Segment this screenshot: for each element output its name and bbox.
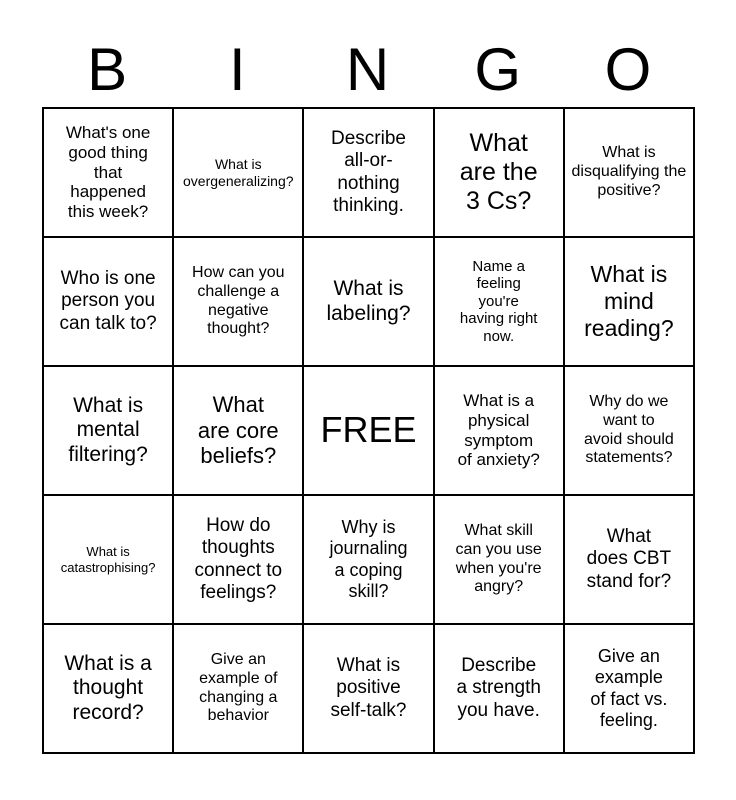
bingo-cell[interactable]	[434, 108, 564, 237]
cell-text: How do thoughts connect to feelings?	[194, 515, 283, 603]
cell-text: What is mental filtering?	[68, 393, 148, 466]
cell-text: What is mind reading?	[584, 261, 674, 341]
bingo-cell[interactable]	[434, 495, 564, 624]
cell-text: How can you challenge a negative thought?	[192, 264, 285, 338]
cell-text: Who is one person you can talk to?	[59, 268, 157, 334]
bingo-cell[interactable]	[303, 624, 433, 753]
bingo-cell[interactable]	[564, 495, 694, 624]
cell-text: What are the 3 Cs?	[459, 128, 538, 216]
cell-text: What skill can you use when you're angry?	[455, 522, 542, 596]
title-letter-o: O	[604, 36, 652, 103]
cell-text: What is labeling?	[326, 276, 411, 325]
title-letter-i: I	[228, 36, 246, 103]
cell-text: FREE	[320, 409, 417, 451]
cell-text: Why is journaling a coping skill?	[329, 517, 408, 601]
cell-text: What are core beliefs?	[197, 391, 279, 469]
bingo-title	[42, 38, 693, 102]
bingo-cell[interactable]	[43, 108, 173, 237]
bingo-grid	[42, 107, 695, 754]
bingo-cell[interactable]	[564, 108, 694, 237]
cell-text: Describe all-or-nothing thinking.	[330, 128, 406, 216]
bingo-cell[interactable]	[173, 624, 303, 753]
cell-text: Give an example of fact vs. feeling.	[590, 646, 668, 730]
cell-text: What does CBT stand for?	[586, 526, 672, 592]
bingo-cell[interactable]	[43, 495, 173, 624]
bingo-cell[interactable]	[173, 237, 303, 366]
title-letter-g: G	[474, 36, 522, 103]
cell-text: What is catastrophising?	[60, 544, 156, 575]
cell-text: Give an example of changing a behavior	[199, 651, 278, 725]
cell-text: What is a thought record?	[64, 651, 152, 724]
bingo-cell[interactable]	[564, 366, 694, 495]
bingo-cell[interactable]	[564, 624, 694, 753]
bingo-cell[interactable]	[303, 237, 433, 366]
bingo-cell[interactable]	[434, 624, 564, 753]
bingo-cell[interactable]	[564, 237, 694, 366]
bingo-cell[interactable]	[434, 237, 564, 366]
free-space-cell[interactable]	[303, 366, 433, 495]
bingo-cell[interactable]	[434, 366, 564, 495]
bingo-cell[interactable]	[303, 108, 433, 237]
cell-text: What is disqualifying the positive?	[571, 144, 687, 199]
cell-text: Why do we want to avoid should statements?	[583, 393, 674, 467]
bingo-cell[interactable]	[173, 108, 303, 237]
title-letter-b: B	[87, 36, 128, 103]
cell-text: What is positive self-talk?	[330, 655, 407, 721]
bingo-cell[interactable]	[43, 237, 173, 366]
cell-text: What's one good thing that happened this week?	[65, 122, 151, 222]
cell-text: Name a feeling you're having right now.	[459, 257, 538, 345]
bingo-cell[interactable]	[173, 495, 303, 624]
cell-text: What is overgeneralizing?	[183, 156, 294, 189]
cell-text: What is a physical symptom of anxiety?	[457, 390, 540, 470]
bingo-cell[interactable]	[43, 624, 173, 753]
cell-text: Describe a strength you have.	[456, 655, 541, 721]
bingo-cell[interactable]	[173, 366, 303, 495]
bingo-cell[interactable]	[303, 495, 433, 624]
title-letter-n: N	[345, 36, 390, 103]
bingo-cell[interactable]	[43, 366, 173, 495]
